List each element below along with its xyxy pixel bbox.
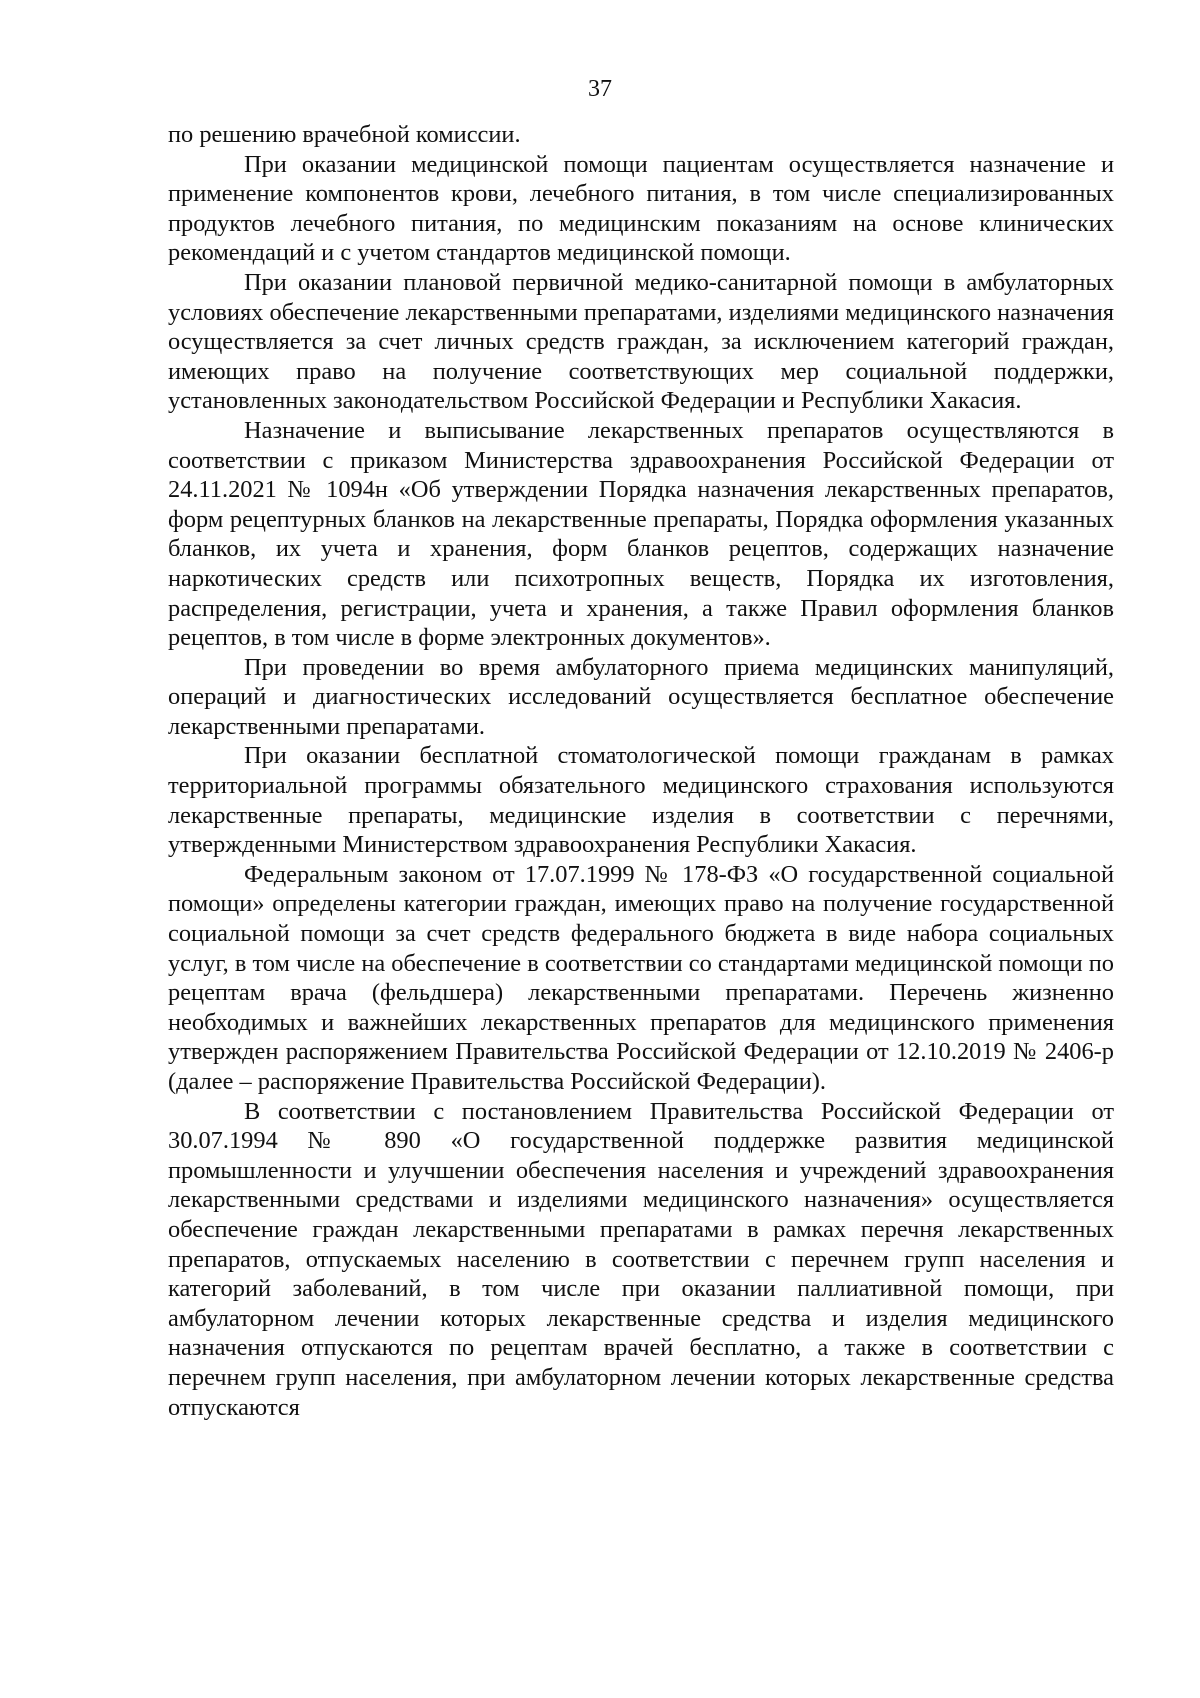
paragraph-outpatient-drugs: При оказании плановой первичной медико-санитарной помощи в амбулаторных условиях обеспечение лекарственными препаратами, изделиями медицинского назначения осуществляется за счет личных средств граждан, за исключением категорий граждан, имеющих право на получение соответствующих мер социальной поддержки, установленных законодательством Российской Федерации и Республики Хакасия.: [168, 268, 1114, 415]
page-number: 37: [588, 76, 612, 102]
paragraph-free-provision: При проведении во время амбулаторного приема медицинских манипуляций, операций и диагностических исследований осуществляется бесплатное обеспечение лекарственными препаратами.: [168, 653, 1114, 740]
document-body: [168, 120, 1114, 1422]
paragraph-blood-components: При оказании медицинской помощи пациентам осуществляется назначение и применение компонентов крови, лечебного питания, в том числе специализированных продуктов лечебного питания, по медицинским показаниям на основе клинических рекомендаций и с учетом стандартов медицинской помощи.: [168, 150, 1114, 267]
paragraph-continuation: по решению врачебной комиссии.: [168, 121, 521, 148]
paragraph-government-decree: В соответствии с постановлением Правительства Российской Федерации от 30.07.1994 № 890 «О государственной поддержке развития медицинской промышленности и улучшении обеспечения населения и учреждений здравоохранения лекарственными средствами и изделиями медицинского назначения» осуществляется обеспечение граждан лекарственными препаратами в рамках перечня лекарственных препаратов, отпускаемых населению в соответствии с перечнем групп населения и категорий заболеваний, в том числе при оказании паллиативной помощи, при амбулаторном лечении которых лекарственные средства и изделия медицинского назначения отпускаются по рецептам врачей бесплатно, а также в соответствии с перечнем групп населения, при амбулаторном лечении которых лекарственные средства отпускаются: [168, 1097, 1114, 1421]
paragraph-dental-care: При оказании бесплатной стоматологической помощи гражданам в рамках территориальной программы обязательного медицинского страхования используются лекарственные препараты, медицинские изделия в соответствии с перечнями, утвержденными Министерством здравоохранения Республики Хакасия.: [168, 742, 1114, 859]
paragraph-prescription-order: Назначение и выписывание лекарственных препаратов осуществляются в соответствии с приказом Министерства здравоохранения Российской Федерации от 24.11.2021 № 1094н «Об утверждении Порядка назначения лекарственных препаратов, форм рецептурных бланков на лекарственные препараты, Порядка оформления указанных бланков, их учета и хранения, форм бланков рецептов, содержащих назначение наркотических средств или психотропных веществ, Порядка их изготовления, распределения, регистрации, учета и хранения, а также Правил оформления бланков рецептов, в том числе в форме электронных документов».: [168, 416, 1114, 652]
paragraph-federal-law: Федеральным законом от 17.07.1999 № 178-ФЗ «О государственной социальной помощи» определены категории граждан, имеющих право на получение государственной социальной помощи за счет средств федерального бюджета в виде набора социальных услуг, в том числе на обеспечение в соответствии со стандартами медицинской помощи по рецептам врача (фельдшера) лекарственными препаратами. Перечень жизненно необходимых и важнейших лекарственных препаратов для медицинского применения утвержден распоряжением Правительства Российской Федерации от 12.10.2019 № 2406-р (далее – распоряжение Правительства Российской Федерации).: [168, 860, 1114, 1095]
